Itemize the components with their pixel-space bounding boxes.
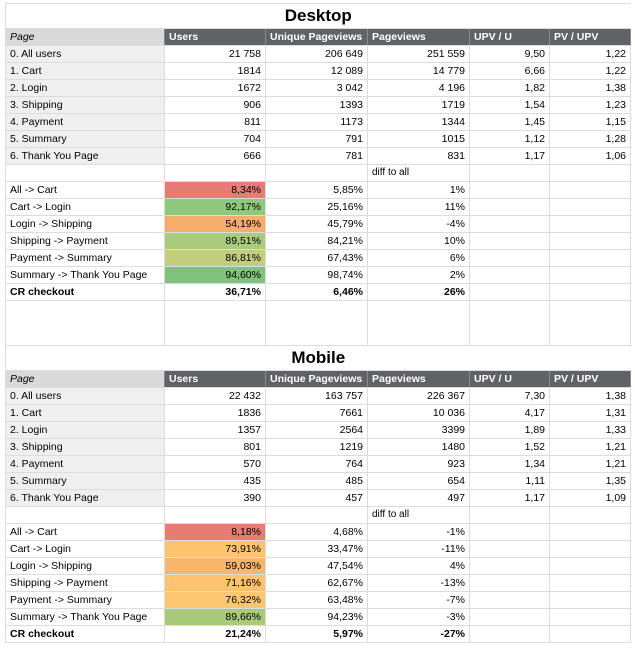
page-label-cell[interactable]: 4. Payment bbox=[6, 114, 165, 131]
section-title: Desktop bbox=[6, 4, 631, 29]
section-title: Mobile bbox=[6, 346, 631, 371]
empty-cell[interactable] bbox=[470, 558, 550, 575]
table-row bbox=[6, 388, 631, 405]
step-diff-cell[interactable]: -1% bbox=[368, 524, 470, 541]
step-diff-cell[interactable]: -4% bbox=[368, 216, 470, 233]
empty-cell[interactable] bbox=[470, 216, 550, 233]
empty-cell[interactable] bbox=[165, 301, 266, 346]
step-row bbox=[6, 250, 631, 267]
total-diff-cell[interactable]: -27% bbox=[368, 626, 470, 643]
empty-cell[interactable] bbox=[550, 541, 631, 558]
step-row bbox=[6, 575, 631, 592]
column-header[interactable]: Users bbox=[165, 29, 266, 46]
table-row bbox=[6, 148, 631, 165]
value-cell[interactable]: 570 bbox=[165, 456, 266, 473]
empty-cell[interactable] bbox=[470, 199, 550, 216]
step-users-rate-cell[interactable]: 54,19% bbox=[165, 216, 266, 233]
value-cell[interactable]: 435 bbox=[165, 473, 266, 490]
value-cell[interactable]: 1344 bbox=[368, 114, 470, 131]
value-cell[interactable]: 811 bbox=[165, 114, 266, 131]
step-row bbox=[6, 541, 631, 558]
section-title-row bbox=[6, 4, 631, 29]
value-cell[interactable]: 923 bbox=[368, 456, 470, 473]
value-cell[interactable]: 906 bbox=[165, 97, 266, 114]
value-cell[interactable]: 1,35 bbox=[550, 473, 631, 490]
step-label-cell[interactable]: Payment -> Summary bbox=[6, 250, 165, 267]
step-label-cell[interactable]: Cart -> Login bbox=[6, 541, 165, 558]
value-cell[interactable]: 1,22 bbox=[550, 63, 631, 80]
value-cell[interactable]: 1,23 bbox=[550, 97, 631, 114]
step-users-rate-cell[interactable]: 89,51% bbox=[165, 233, 266, 250]
empty-cell[interactable] bbox=[550, 575, 631, 592]
empty-cell[interactable] bbox=[550, 165, 631, 182]
column-header[interactable]: Pageviews bbox=[368, 29, 470, 46]
step-label-cell[interactable]: Login -> Shipping bbox=[6, 216, 165, 233]
value-cell[interactable]: 4,17 bbox=[470, 405, 550, 422]
value-cell[interactable]: 1836 bbox=[165, 405, 266, 422]
step-users-rate-cell[interactable]: 76,32% bbox=[165, 592, 266, 609]
step-label-cell[interactable]: All -> Cart bbox=[6, 524, 165, 541]
value-cell[interactable]: 12 089 bbox=[266, 63, 368, 80]
step-row bbox=[6, 267, 631, 284]
value-cell[interactable]: 1,54 bbox=[470, 97, 550, 114]
page-label-cell[interactable]: 3. Shipping bbox=[6, 97, 165, 114]
empty-cell[interactable] bbox=[550, 507, 631, 524]
header-row bbox=[6, 29, 631, 46]
page-label-cell[interactable]: 1. Cart bbox=[6, 405, 165, 422]
step-row bbox=[6, 182, 631, 199]
table-row bbox=[6, 131, 631, 148]
step-upv-rate-cell[interactable]: 98,74% bbox=[266, 267, 368, 284]
empty-cell[interactable] bbox=[470, 233, 550, 250]
value-cell[interactable]: 10 036 bbox=[368, 405, 470, 422]
empty-cell[interactable] bbox=[470, 267, 550, 284]
column-header[interactable]: UPV / U bbox=[470, 29, 550, 46]
step-label-cell[interactable]: All -> Cart bbox=[6, 182, 165, 199]
total-label-cell[interactable]: CR checkout bbox=[6, 284, 165, 301]
empty-cell[interactable] bbox=[550, 524, 631, 541]
table-row bbox=[6, 63, 631, 80]
page-label-cell[interactable]: 2. Login bbox=[6, 80, 165, 97]
step-row bbox=[6, 233, 631, 250]
value-cell[interactable]: 1719 bbox=[368, 97, 470, 114]
step-users-rate-cell[interactable]: 92,17% bbox=[165, 199, 266, 216]
step-diff-cell[interactable]: 6% bbox=[368, 250, 470, 267]
value-cell[interactable]: 831 bbox=[368, 148, 470, 165]
value-cell[interactable]: 1357 bbox=[165, 422, 266, 439]
empty-cell[interactable] bbox=[470, 182, 550, 199]
step-row bbox=[6, 524, 631, 541]
value-cell[interactable]: 791 bbox=[266, 131, 368, 148]
empty-cell[interactable] bbox=[550, 267, 631, 284]
value-cell[interactable]: 1,31 bbox=[550, 405, 631, 422]
empty-cell[interactable] bbox=[470, 575, 550, 592]
step-diff-cell[interactable]: 11% bbox=[368, 199, 470, 216]
value-cell[interactable]: 1,06 bbox=[550, 148, 631, 165]
step-upv-rate-cell[interactable]: 63,48% bbox=[266, 592, 368, 609]
value-cell[interactable]: 206 649 bbox=[266, 46, 368, 63]
table-row bbox=[6, 439, 631, 456]
step-upv-rate-cell[interactable]: 5,85% bbox=[266, 182, 368, 199]
value-cell[interactable]: 6,66 bbox=[470, 63, 550, 80]
empty-cell[interactable] bbox=[550, 182, 631, 199]
value-cell[interactable]: 14 779 bbox=[368, 63, 470, 80]
step-row bbox=[6, 609, 631, 626]
value-cell[interactable]: 2564 bbox=[266, 422, 368, 439]
value-cell[interactable]: 1,38 bbox=[550, 80, 631, 97]
empty-cell[interactable] bbox=[550, 558, 631, 575]
value-cell[interactable]: 1,28 bbox=[550, 131, 631, 148]
value-cell[interactable]: 457 bbox=[266, 490, 368, 507]
empty-cell[interactable] bbox=[550, 284, 631, 301]
value-cell[interactable]: 654 bbox=[368, 473, 470, 490]
step-upv-rate-cell[interactable]: 33,47% bbox=[266, 541, 368, 558]
step-upv-rate-cell[interactable]: 45,79% bbox=[266, 216, 368, 233]
column-header[interactable]: PV / UPV bbox=[550, 29, 631, 46]
value-cell[interactable]: 1,17 bbox=[470, 490, 550, 507]
value-cell[interactable]: 21 758 bbox=[165, 46, 266, 63]
page-label-cell[interactable]: 5. Summary bbox=[6, 473, 165, 490]
step-label-cell[interactable]: Cart -> Login bbox=[6, 199, 165, 216]
empty-cell[interactable] bbox=[470, 592, 550, 609]
step-label-cell[interactable]: Shipping -> Payment bbox=[6, 233, 165, 250]
value-cell[interactable]: 1,82 bbox=[470, 80, 550, 97]
spacer-row bbox=[6, 301, 631, 346]
table-row bbox=[6, 490, 631, 507]
step-users-rate-cell[interactable]: 86,81% bbox=[165, 250, 266, 267]
value-cell[interactable]: 764 bbox=[266, 456, 368, 473]
step-diff-cell[interactable]: 4% bbox=[368, 558, 470, 575]
step-upv-rate-cell[interactable]: 47,54% bbox=[266, 558, 368, 575]
step-diff-cell[interactable]: -7% bbox=[368, 592, 470, 609]
step-users-rate-cell[interactable]: 8,18% bbox=[165, 524, 266, 541]
value-cell[interactable]: 7661 bbox=[266, 405, 368, 422]
total-upv-cell[interactable]: 5,97% bbox=[266, 626, 368, 643]
step-users-rate-cell[interactable]: 89,66% bbox=[165, 609, 266, 626]
value-cell[interactable]: 7,30 bbox=[470, 388, 550, 405]
value-cell[interactable]: 1,09 bbox=[550, 490, 631, 507]
total-upv-cell[interactable]: 6,46% bbox=[266, 284, 368, 301]
step-label-cell[interactable]: Login -> Shipping bbox=[6, 558, 165, 575]
empty-cell[interactable] bbox=[6, 165, 165, 182]
empty-cell[interactable] bbox=[266, 165, 368, 182]
value-cell[interactable]: 1,34 bbox=[470, 456, 550, 473]
value-cell[interactable]: 1,11 bbox=[470, 473, 550, 490]
value-cell[interactable]: 1814 bbox=[165, 63, 266, 80]
step-diff-cell[interactable]: 2% bbox=[368, 267, 470, 284]
step-diff-cell[interactable]: 10% bbox=[368, 233, 470, 250]
spreadsheet bbox=[5, 3, 630, 643]
diff-label[interactable]: diff to all bbox=[368, 165, 470, 182]
value-cell[interactable]: 1173 bbox=[266, 114, 368, 131]
value-cell[interactable]: 390 bbox=[165, 490, 266, 507]
step-upv-rate-cell[interactable]: 62,67% bbox=[266, 575, 368, 592]
step-label-cell[interactable]: Summary -> Thank You Page bbox=[6, 267, 165, 284]
empty-cell[interactable] bbox=[470, 524, 550, 541]
empty-cell[interactable] bbox=[470, 250, 550, 267]
column-header[interactable]: Pageviews bbox=[368, 371, 470, 388]
empty-cell[interactable] bbox=[6, 301, 165, 346]
step-diff-cell[interactable]: 1% bbox=[368, 182, 470, 199]
page-label-cell[interactable]: 6. Thank You Page bbox=[6, 490, 165, 507]
step-row bbox=[6, 199, 631, 216]
step-users-rate-cell[interactable]: 8,34% bbox=[165, 182, 266, 199]
value-cell[interactable]: 1,38 bbox=[550, 388, 631, 405]
value-cell[interactable]: 801 bbox=[165, 439, 266, 456]
funnel-table bbox=[5, 3, 631, 643]
value-cell[interactable]: 1,33 bbox=[550, 422, 631, 439]
value-cell[interactable]: 1,45 bbox=[470, 114, 550, 131]
empty-cell[interactable] bbox=[470, 301, 550, 346]
value-cell[interactable]: 704 bbox=[165, 131, 266, 148]
empty-cell[interactable] bbox=[550, 301, 631, 346]
step-label-cell[interactable]: Shipping -> Payment bbox=[6, 575, 165, 592]
value-cell[interactable]: 1,21 bbox=[550, 439, 631, 456]
empty-cell[interactable] bbox=[470, 284, 550, 301]
value-cell[interactable]: 781 bbox=[266, 148, 368, 165]
step-label-cell[interactable]: Payment -> Summary bbox=[6, 592, 165, 609]
empty-cell[interactable] bbox=[6, 507, 165, 524]
step-upv-rate-cell[interactable]: 25,16% bbox=[266, 199, 368, 216]
table-row bbox=[6, 422, 631, 439]
value-cell[interactable]: 1,22 bbox=[550, 46, 631, 63]
step-users-rate-cell[interactable]: 59,03% bbox=[165, 558, 266, 575]
value-cell[interactable]: 226 367 bbox=[368, 388, 470, 405]
column-header[interactable]: Unique Pageviews bbox=[266, 29, 368, 46]
diff-label[interactable]: diff to all bbox=[368, 507, 470, 524]
column-header[interactable]: Users bbox=[165, 371, 266, 388]
value-cell[interactable]: 1219 bbox=[266, 439, 368, 456]
value-cell[interactable]: 1,21 bbox=[550, 456, 631, 473]
step-diff-cell[interactable]: -11% bbox=[368, 541, 470, 558]
diff-header-row bbox=[6, 165, 631, 182]
value-cell[interactable]: 251 559 bbox=[368, 46, 470, 63]
total-row bbox=[6, 284, 631, 301]
empty-cell[interactable] bbox=[550, 199, 631, 216]
total-row bbox=[6, 626, 631, 643]
value-cell[interactable]: 163 757 bbox=[266, 388, 368, 405]
value-cell[interactable]: 1480 bbox=[368, 439, 470, 456]
table-row bbox=[6, 114, 631, 131]
value-cell[interactable]: 1393 bbox=[266, 97, 368, 114]
column-header[interactable]: UPV / U bbox=[470, 371, 550, 388]
column-header[interactable]: Page bbox=[6, 371, 165, 388]
column-header[interactable]: PV / UPV bbox=[550, 371, 631, 388]
empty-cell[interactable] bbox=[550, 609, 631, 626]
page-label-cell[interactable]: 0. All users bbox=[6, 388, 165, 405]
step-label-cell[interactable]: Summary -> Thank You Page bbox=[6, 609, 165, 626]
step-upv-rate-cell[interactable]: 94,23% bbox=[266, 609, 368, 626]
empty-cell[interactable] bbox=[266, 507, 368, 524]
step-row bbox=[6, 216, 631, 233]
section-title-row bbox=[6, 346, 631, 371]
empty-cell[interactable] bbox=[550, 592, 631, 609]
total-diff-cell[interactable]: 26% bbox=[368, 284, 470, 301]
table-row bbox=[6, 456, 631, 473]
value-cell[interactable]: 9,50 bbox=[470, 46, 550, 63]
step-upv-rate-cell[interactable]: 4,68% bbox=[266, 524, 368, 541]
step-row bbox=[6, 592, 631, 609]
header-row bbox=[6, 371, 631, 388]
step-row bbox=[6, 558, 631, 575]
value-cell[interactable]: 485 bbox=[266, 473, 368, 490]
step-diff-cell[interactable]: -3% bbox=[368, 609, 470, 626]
table-row bbox=[6, 46, 631, 63]
empty-cell[interactable] bbox=[470, 541, 550, 558]
empty-cell[interactable] bbox=[550, 216, 631, 233]
value-cell[interactable]: 1,89 bbox=[470, 422, 550, 439]
step-upv-rate-cell[interactable]: 67,43% bbox=[266, 250, 368, 267]
table-row bbox=[6, 80, 631, 97]
empty-cell[interactable] bbox=[470, 165, 550, 182]
table-row bbox=[6, 405, 631, 422]
step-users-rate-cell[interactable]: 71,16% bbox=[165, 575, 266, 592]
empty-cell[interactable] bbox=[550, 233, 631, 250]
page-label-cell[interactable]: 2. Login bbox=[6, 422, 165, 439]
value-cell[interactable]: 3 042 bbox=[266, 80, 368, 97]
empty-cell[interactable] bbox=[550, 626, 631, 643]
value-cell[interactable]: 666 bbox=[165, 148, 266, 165]
empty-cell[interactable] bbox=[470, 626, 550, 643]
value-cell[interactable]: 497 bbox=[368, 490, 470, 507]
value-cell[interactable]: 1,15 bbox=[550, 114, 631, 131]
value-cell[interactable]: 22 432 bbox=[165, 388, 266, 405]
value-cell[interactable]: 1015 bbox=[368, 131, 470, 148]
empty-cell[interactable] bbox=[470, 609, 550, 626]
empty-cell[interactable] bbox=[266, 301, 368, 346]
value-cell[interactable]: 3399 bbox=[368, 422, 470, 439]
diff-header-row bbox=[6, 507, 631, 524]
total-label-cell[interactable]: CR checkout bbox=[6, 626, 165, 643]
column-header[interactable]: Page bbox=[6, 29, 165, 46]
column-header[interactable]: Unique Pageviews bbox=[266, 371, 368, 388]
table-row bbox=[6, 97, 631, 114]
total-users-cell[interactable]: 36,71% bbox=[165, 284, 266, 301]
total-users-cell[interactable]: 21,24% bbox=[165, 626, 266, 643]
table-row bbox=[6, 473, 631, 490]
page-label-cell[interactable]: 3. Shipping bbox=[6, 439, 165, 456]
empty-cell[interactable] bbox=[550, 250, 631, 267]
step-upv-rate-cell[interactable]: 84,21% bbox=[266, 233, 368, 250]
page-label-cell[interactable]: 4. Payment bbox=[6, 456, 165, 473]
value-cell[interactable]: 1,17 bbox=[470, 148, 550, 165]
value-cell[interactable]: 1672 bbox=[165, 80, 266, 97]
page-label-cell[interactable]: 6. Thank You Page bbox=[6, 148, 165, 165]
step-users-rate-cell[interactable]: 73,91% bbox=[165, 541, 266, 558]
step-diff-cell[interactable]: -13% bbox=[368, 575, 470, 592]
value-cell[interactable]: 1,12 bbox=[470, 131, 550, 148]
page-label-cell[interactable]: 5. Summary bbox=[6, 131, 165, 148]
empty-cell[interactable] bbox=[165, 507, 266, 524]
step-users-rate-cell[interactable]: 94,60% bbox=[165, 267, 266, 284]
empty-cell[interactable] bbox=[165, 165, 266, 182]
value-cell[interactable]: 4 196 bbox=[368, 80, 470, 97]
value-cell[interactable]: 1,52 bbox=[470, 439, 550, 456]
empty-cell[interactable] bbox=[368, 301, 470, 346]
page-label-cell[interactable]: 0. All users bbox=[6, 46, 165, 63]
page-label-cell[interactable]: 1. Cart bbox=[6, 63, 165, 80]
empty-cell[interactable] bbox=[470, 507, 550, 524]
